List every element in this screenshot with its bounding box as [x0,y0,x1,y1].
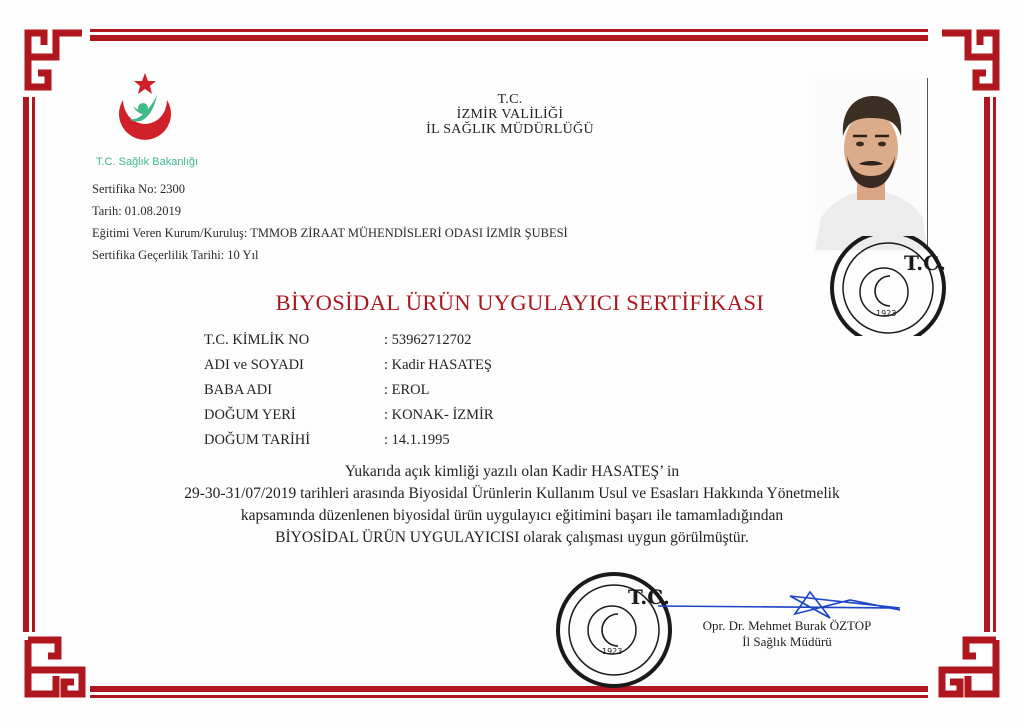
signatory-name: Opr. Dr. Mehmet Burak ÖZTOP [702,618,872,633]
signatory-title: İl Sağlık Müdürü [742,634,832,649]
border-right-thick [984,97,990,632]
corner-ornament-top-right [938,25,1004,93]
ministry-of-health-crescent-star-icon [109,70,179,150]
field-value: : EROL [384,382,430,398]
corner-ornament-top-left [20,25,86,93]
field-value: : KONAK- İZMİR [384,407,494,423]
field-label: T.C. KİMLİK NO [204,332,310,348]
field-value: : Kadir HASATEŞ [384,357,492,373]
border-top-thin [90,29,928,32]
field-label: BABA ADI [204,382,273,398]
border-top-thick [90,35,928,41]
border-bottom-thick [90,686,928,692]
portrait-photo [815,78,928,250]
corner-ornament-bottom-left [20,636,86,702]
body-line-1: Yukarıda açık kimliği yazılı olan Kadir HASATEŞ’ in [344,463,680,480]
ministry-logo [96,70,206,170]
border-left-thick [23,97,29,632]
field-label: DOĞUM TARİHİ [204,432,311,448]
stamp-year: 1923 [876,309,897,318]
body-line-4: BİYOSİDAL ÜRÜN UYGULAYICISI olarak çalışması uygun görülmüştür. [275,529,749,546]
logo-label: T.C. Sağlık Bakanlığı [96,156,199,168]
certificate-date: Tarih: 01.08.2019 [92,204,182,218]
header-line-1: T.C. [497,92,523,107]
signatory [672,618,902,650]
certificate-title: BİYOSİDAL ÜRÜN UYGULAYICI SERTİFİKASI [275,290,765,315]
certificate-validity: Sertifika Geçerlilik Tarihi: 10 Yıl [92,248,259,262]
corner-ornament-bottom-right [938,636,1004,702]
certificate-meta [92,178,652,266]
stamp-tc-text: T.C. [628,585,670,609]
institution-label: Eğitimi Veren Kurum/Kuruluş: [92,226,248,240]
header-line-3: İL SAĞLIK MÜDÜRLÜĞÜ [426,122,594,137]
stamp-tc-text: T.C. [904,251,946,275]
institution-value: TMMOB ZİRAAT MÜHENDİSLERİ ODASI İZMİR ŞUBESİ [250,226,568,240]
certificate-body [62,461,962,549]
header-line-2: İZMİR VALİLİĞİ [456,107,564,122]
field-value: : 14.1.1995 [384,432,450,448]
border-left-thin [32,97,35,632]
official-stamp-lower [552,568,676,692]
portrait-photo-icon [815,78,927,250]
body-line-3: kapsamında düzenlenen biyosidal ürün uygulayıcı eğitimini başarı ile tamamladığından [240,507,784,524]
stamp-year: 1923 [602,647,623,656]
field-label: ADI ve SOYADI [204,357,304,373]
border-right-thin [993,97,996,632]
training-institution [92,222,652,244]
border-bottom-thin [90,695,928,698]
certificate-number: Sertifika No: 2300 [92,182,186,196]
field-value: : 53962712702 [384,332,472,348]
body-line-2: 29-30-31/07/2019 tarihleri arasında Biyosidal Ürünlerin Kullanım Usul ve Esasları Hakkında Yönetmelik [184,485,840,502]
field-label: DOĞUM YERİ [204,407,296,423]
official-stamp-upper [826,236,952,336]
issuer-header [400,92,620,137]
